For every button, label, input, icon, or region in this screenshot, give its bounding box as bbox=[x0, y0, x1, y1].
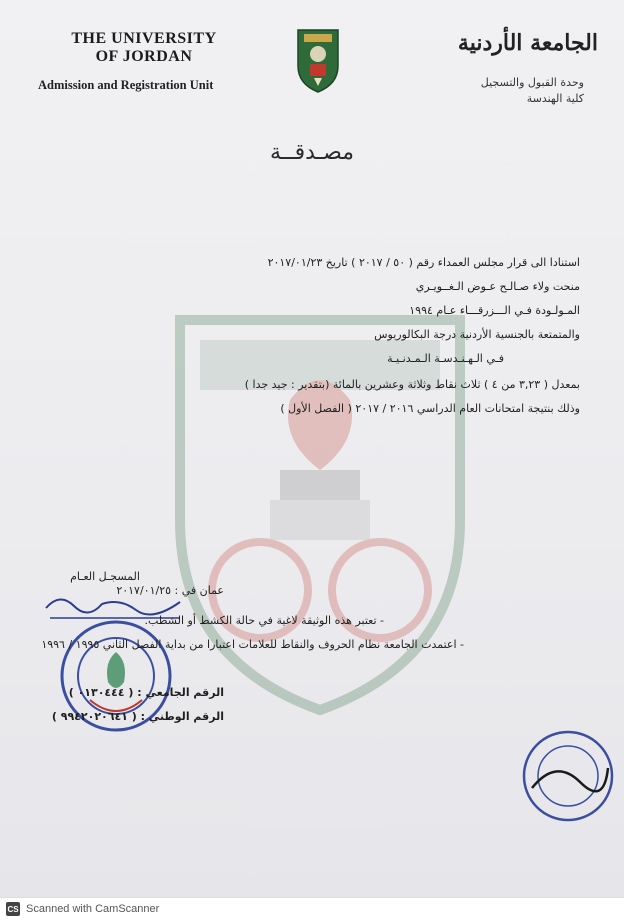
gpa-grade: بمعدل ( ٣,٢٣ من ٤ ) ثلاث نقاط وثلاثة وعشرين بالمائة (بتقدير : جيد جدا ) bbox=[244, 378, 580, 391]
scanner-footer bbox=[0, 897, 624, 920]
university-name-line-1: THE UNIVERSITY bbox=[71, 30, 217, 47]
note-erasure-invalid: - تعتبر هذه الوثيقة لاغية في حالة الكشط أو الشطب. bbox=[144, 614, 384, 627]
birth-place-year: المـولـودة فـي الـــزرقـــاء عـام ١٩٩٤ bbox=[409, 304, 580, 317]
certificate-title: مصـدقــة bbox=[269, 140, 355, 165]
major: فـي الـهـنـدسـة الـمـدنـيـة bbox=[387, 352, 504, 365]
university-name-english bbox=[44, 30, 244, 66]
camscanner-logo-icon: CS bbox=[6, 902, 20, 916]
university-number: الرقم الجامعي : ( ٠١٣٠٤٤٤ ) bbox=[68, 686, 224, 699]
academic-year-term: وذلك بنتيجة امتحانات العام الدراسي ٢٠١٦ / ٢٠١٧ ( الفصل الأول ) bbox=[280, 402, 580, 415]
scanner-watermark-text: Scanned with CamScanner bbox=[26, 903, 160, 915]
university-name-arabic: الجامعة الأردنية bbox=[457, 30, 598, 56]
admission-unit-english: Admission and Registration Unit bbox=[38, 78, 214, 92]
granted-to-name: منحت ولاء صـالـح عـوض الـغــويـري bbox=[415, 280, 580, 293]
nationality-degree: والمتمتعة بالجنسية الأردنية درجة البكالوريوس bbox=[374, 328, 580, 341]
university-crest-icon bbox=[294, 26, 342, 94]
faculty-arabic: كلية الهندسة bbox=[526, 92, 584, 105]
national-number: الرقم الوطني : ( ٩٩٤٢٠٢٠٦٤١ ) bbox=[51, 710, 224, 723]
decision-reference: استنادا الى قرار مجلس العمداء رقم ( ٥٠ / ٢٠١٧ ) تاريخ ٢٠١٧/٠١/٢٣ bbox=[267, 256, 580, 269]
note-grading-system: - اعتمدت الجامعة نظام الحروف والنقاط للعلامات اعتبارا من بداية الفصل الثاني ١٩٩٥ / ١٩٩٦ bbox=[41, 638, 464, 651]
issue-date: عمان في : ٢٠١٧/٠١/٢٥ bbox=[116, 584, 224, 597]
university-name-line-2: OF JORDAN bbox=[95, 48, 193, 65]
admission-unit-arabic: وحدة القبول والتسجيل bbox=[480, 76, 584, 89]
faculty-stamp-icon bbox=[520, 728, 616, 824]
registrar-general-label: المسجـل العـام bbox=[70, 570, 140, 583]
